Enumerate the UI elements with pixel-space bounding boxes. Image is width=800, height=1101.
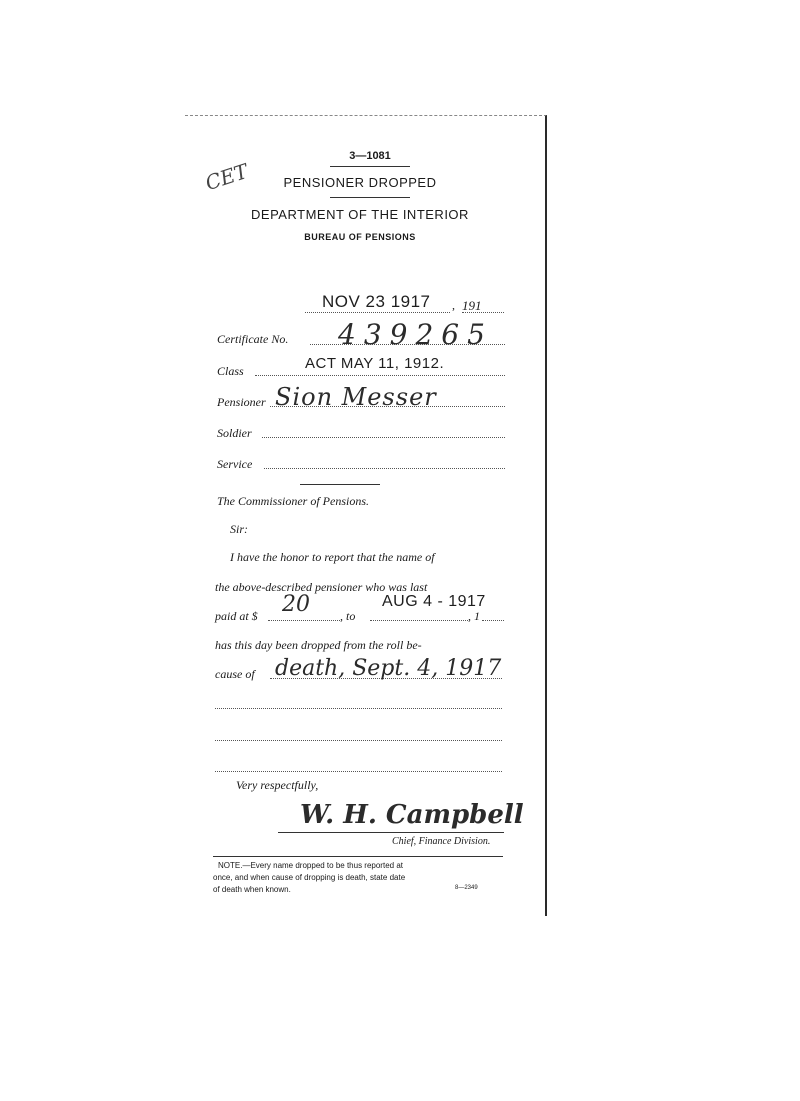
form-code: 8—2349	[455, 885, 478, 891]
paid-to-line	[370, 620, 468, 621]
form-title: PENSIONER DROPPED	[283, 175, 437, 190]
note-line-2: once, and when cause of dropping is death, state date	[213, 873, 406, 882]
paid-to-date: AUG 4 - 1917	[382, 593, 486, 610]
date-stamp: NOV 23 1917	[322, 292, 431, 311]
blank-line	[215, 708, 502, 709]
year-suffix-line	[482, 620, 504, 621]
service-label: Service	[217, 457, 253, 471]
addressee: The Commissioner of Pensions.	[217, 494, 370, 508]
year-line	[462, 312, 504, 313]
letter-line-2: the above-described pensioner who was last	[215, 580, 428, 594]
cause-label: cause of	[215, 667, 255, 681]
service-line	[264, 468, 505, 469]
signature-line	[278, 832, 504, 833]
closing: Very respectfully,	[236, 778, 319, 792]
bureau-heading: BUREAU OF PENSIONS	[304, 232, 416, 242]
year-suffix: , 1	[468, 609, 480, 623]
form-number: 3—1081	[349, 150, 391, 162]
note-line-3: of death when known.	[213, 885, 291, 894]
blank-line	[215, 771, 502, 772]
divider	[330, 197, 410, 198]
certificate-value: 439265	[338, 318, 493, 351]
letter-line-1: I have the honor to report that the name of	[230, 550, 435, 564]
class-value: ACT MAY 11, 1912.	[305, 355, 445, 372]
department-heading: DEPARTMENT OF THE INTERIOR	[251, 207, 469, 222]
pensioner-value: Sion Messer	[275, 383, 437, 411]
date-line	[305, 312, 450, 313]
divider	[213, 856, 503, 857]
salutation: Sir:	[230, 522, 248, 536]
date-separator: ,	[452, 298, 455, 312]
blank-line	[215, 740, 502, 741]
letter-line-4: has this day been dropped from the roll be-	[215, 638, 422, 652]
paid-at-label: paid at $	[215, 609, 258, 623]
marginal-note: CET	[202, 158, 251, 196]
soldier-line	[262, 437, 505, 438]
year-prefix: 191	[462, 298, 482, 313]
certificate-label: Certificate No.	[217, 332, 289, 346]
divider	[300, 484, 380, 485]
paid-amount-line	[268, 620, 340, 621]
class-line	[255, 375, 505, 376]
class-label: Class	[217, 364, 244, 378]
signer-title: Chief, Finance Division.	[392, 836, 491, 847]
note-line-1: NOTE.—Every name dropped to be thus reported at	[218, 861, 403, 870]
soldier-label: Soldier	[217, 426, 252, 440]
paid-amount: 20	[282, 592, 310, 617]
to-label: , to	[340, 609, 356, 623]
pensioner-label: Pensioner	[217, 395, 266, 409]
divider	[330, 166, 410, 167]
cause-value: death, Sept. 4, 1917	[275, 656, 502, 681]
signature: W. H. Campbell	[300, 800, 524, 830]
